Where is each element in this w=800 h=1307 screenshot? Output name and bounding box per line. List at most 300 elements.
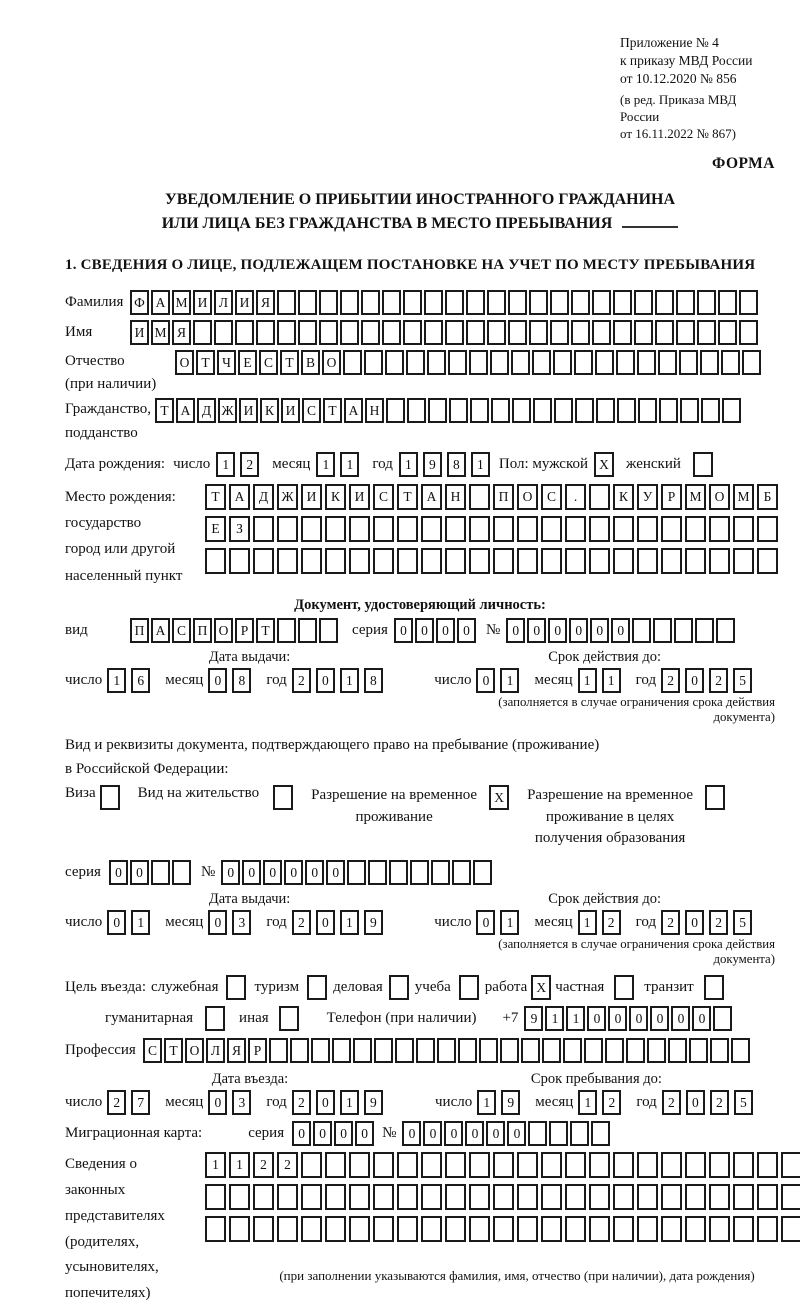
char-cell[interactable] <box>277 516 298 542</box>
char-cell[interactable]: Т <box>205 484 226 510</box>
char-cell[interactable] <box>616 350 635 375</box>
char-cell[interactable] <box>277 548 298 574</box>
char-cell[interactable] <box>437 1038 456 1063</box>
char-cell[interactable]: 2 <box>292 668 311 693</box>
sex-female-checkbox[interactable] <box>693 452 713 477</box>
char-cell[interactable]: 0 <box>284 860 303 885</box>
char-cell[interactable] <box>533 398 552 423</box>
char-cell[interactable] <box>277 618 296 643</box>
char-cell[interactable] <box>449 398 468 423</box>
char-cell[interactable] <box>389 975 409 1000</box>
char-cell[interactable]: К <box>260 398 279 423</box>
char-cell[interactable]: 0 <box>326 860 345 885</box>
char-cell[interactable] <box>466 320 485 345</box>
char-cell[interactable]: М <box>172 290 191 315</box>
char-cell[interactable] <box>100 785 120 810</box>
char-cell[interactable] <box>733 516 754 542</box>
char-cell[interactable]: 0 <box>316 1090 335 1115</box>
char-cell[interactable] <box>205 1006 225 1031</box>
char-cell[interactable]: С <box>302 398 321 423</box>
char-cell[interactable] <box>541 1152 562 1178</box>
char-cell[interactable]: Р <box>235 618 254 643</box>
char-cell[interactable] <box>637 1152 658 1178</box>
char-cell[interactable] <box>591 1121 610 1146</box>
char-cell[interactable] <box>493 1216 514 1242</box>
char-cell[interactable] <box>349 1152 370 1178</box>
doc-series-input[interactable] <box>394 618 478 643</box>
char-cell[interactable] <box>445 516 466 542</box>
char-cell[interactable]: А <box>151 290 170 315</box>
char-cell[interactable]: 0 <box>671 1006 690 1031</box>
char-cell[interactable] <box>661 548 682 574</box>
char-cell[interactable]: 1 <box>500 910 519 935</box>
char-cell[interactable] <box>235 320 254 345</box>
permit-issue-day-input[interactable] <box>107 910 155 935</box>
mc-series-input[interactable] <box>292 1121 376 1146</box>
char-cell[interactable]: Е <box>205 516 226 542</box>
char-cell[interactable]: 1 <box>471 452 490 477</box>
char-cell[interactable] <box>395 1038 414 1063</box>
char-cell[interactable] <box>511 350 530 375</box>
char-cell[interactable]: Т <box>256 618 275 643</box>
char-cell[interactable]: Т <box>155 398 174 423</box>
char-cell[interactable] <box>614 975 634 1000</box>
char-cell[interactable]: 2 <box>292 910 311 935</box>
purpose-humanitarian-checkbox[interactable] <box>205 1006 225 1031</box>
char-cell[interactable] <box>613 1184 634 1210</box>
char-cell[interactable] <box>226 975 246 1000</box>
char-cell[interactable]: 0 <box>590 618 609 643</box>
char-cell[interactable] <box>532 350 551 375</box>
char-cell[interactable] <box>458 1038 477 1063</box>
char-cell[interactable] <box>301 1184 322 1210</box>
char-cell[interactable] <box>517 516 538 542</box>
entry-month-input[interactable] <box>208 1090 256 1115</box>
char-cell[interactable] <box>445 1152 466 1178</box>
birth-year-input[interactable] <box>399 452 495 477</box>
char-cell[interactable] <box>373 548 394 574</box>
char-cell[interactable]: 1 <box>340 910 359 935</box>
char-cell[interactable]: 2 <box>253 1152 274 1178</box>
char-cell[interactable]: 0 <box>465 1121 484 1146</box>
char-cell[interactable] <box>403 290 422 315</box>
char-cell[interactable]: X <box>531 975 551 1000</box>
char-cell[interactable]: 0 <box>486 1121 505 1146</box>
char-cell[interactable] <box>421 548 442 574</box>
char-cell[interactable] <box>491 398 510 423</box>
char-cell[interactable] <box>340 320 359 345</box>
char-cell[interactable]: Н <box>445 484 466 510</box>
id-issue-day-input[interactable] <box>107 668 155 693</box>
char-cell[interactable]: Ж <box>218 398 237 423</box>
char-cell[interactable] <box>421 1184 442 1210</box>
char-cell[interactable] <box>269 1038 288 1063</box>
char-cell[interactable] <box>733 1184 754 1210</box>
char-cell[interactable]: С <box>373 484 394 510</box>
purpose-other-checkbox[interactable] <box>279 1006 299 1031</box>
char-cell[interactable] <box>428 398 447 423</box>
char-cell[interactable]: В <box>301 350 320 375</box>
name-input[interactable] <box>130 320 760 345</box>
char-cell[interactable] <box>361 290 380 315</box>
char-cell[interactable] <box>298 320 317 345</box>
char-cell[interactable] <box>637 516 658 542</box>
char-cell[interactable] <box>716 618 735 643</box>
stay-day-input[interactable] <box>477 1090 525 1115</box>
char-cell[interactable] <box>452 860 471 885</box>
char-cell[interactable]: 0 <box>692 1006 711 1031</box>
char-cell[interactable]: 1 <box>399 452 418 477</box>
char-cell[interactable] <box>459 975 479 1000</box>
char-cell[interactable]: С <box>259 350 278 375</box>
char-cell[interactable] <box>565 548 586 574</box>
char-cell[interactable] <box>647 1038 666 1063</box>
char-cell[interactable] <box>253 548 274 574</box>
residence-permit-checkbox[interactable] <box>273 785 293 810</box>
char-cell[interactable]: 7 <box>131 1090 150 1115</box>
char-cell[interactable]: М <box>685 484 706 510</box>
char-cell[interactable] <box>325 1216 346 1242</box>
char-cell[interactable] <box>319 290 338 315</box>
char-cell[interactable]: О <box>517 484 538 510</box>
char-cell[interactable] <box>575 398 594 423</box>
char-cell[interactable] <box>406 350 425 375</box>
char-cell[interactable]: 0 <box>587 1006 606 1031</box>
char-cell[interactable] <box>490 350 509 375</box>
mc-number-input[interactable] <box>402 1121 612 1146</box>
char-cell[interactable]: К <box>613 484 634 510</box>
char-cell[interactable] <box>407 398 426 423</box>
char-cell[interactable]: И <box>239 398 258 423</box>
char-cell[interactable] <box>679 350 698 375</box>
char-cell[interactable] <box>685 1184 706 1210</box>
char-cell[interactable] <box>613 1216 634 1242</box>
char-cell[interactable]: 0 <box>685 910 704 935</box>
char-cell[interactable] <box>421 516 442 542</box>
char-cell[interactable] <box>368 860 387 885</box>
char-cell[interactable] <box>565 516 586 542</box>
char-cell[interactable] <box>550 320 569 345</box>
char-cell[interactable] <box>214 320 233 345</box>
char-cell[interactable]: 1 <box>566 1006 585 1031</box>
birth-month-input[interactable] <box>316 452 364 477</box>
char-cell[interactable] <box>279 1006 299 1031</box>
char-cell[interactable] <box>709 548 730 574</box>
char-cell[interactable] <box>493 548 514 574</box>
char-cell[interactable] <box>700 350 719 375</box>
char-cell[interactable]: 0 <box>334 1121 353 1146</box>
char-cell[interactable]: 8 <box>364 668 383 693</box>
char-cell[interactable]: З <box>229 516 250 542</box>
char-cell[interactable] <box>373 516 394 542</box>
char-cell[interactable] <box>589 1184 610 1210</box>
permit-series-input[interactable] <box>109 860 193 885</box>
visa-checkbox[interactable] <box>100 785 120 810</box>
char-cell[interactable]: А <box>229 484 250 510</box>
doc-number-input[interactable] <box>506 618 737 643</box>
char-cell[interactable] <box>493 1152 514 1178</box>
char-cell[interactable] <box>655 290 674 315</box>
char-cell[interactable] <box>277 320 296 345</box>
char-cell[interactable] <box>697 290 716 315</box>
char-cell[interactable] <box>613 290 632 315</box>
char-cell[interactable]: 0 <box>436 618 455 643</box>
char-cell[interactable] <box>389 860 408 885</box>
char-cell[interactable] <box>613 1152 634 1178</box>
char-cell[interactable]: 8 <box>232 668 251 693</box>
char-cell[interactable] <box>701 398 720 423</box>
char-cell[interactable] <box>705 785 725 810</box>
char-cell[interactable] <box>427 350 446 375</box>
char-cell[interactable]: 1 <box>500 668 519 693</box>
char-cell[interactable] <box>493 516 514 542</box>
char-cell[interactable] <box>277 290 296 315</box>
char-cell[interactable] <box>205 1184 226 1210</box>
char-cell[interactable] <box>613 516 634 542</box>
char-cell[interactable]: 2 <box>240 452 259 477</box>
char-cell[interactable] <box>571 290 590 315</box>
char-cell[interactable] <box>290 1038 309 1063</box>
char-cell[interactable] <box>319 320 338 345</box>
char-cell[interactable] <box>445 320 464 345</box>
char-cell[interactable]: 3 <box>232 910 251 935</box>
char-cell[interactable]: Д <box>197 398 216 423</box>
char-cell[interactable]: 9 <box>423 452 442 477</box>
char-cell[interactable]: Е <box>238 350 257 375</box>
char-cell[interactable] <box>479 1038 498 1063</box>
char-cell[interactable] <box>229 1216 250 1242</box>
char-cell[interactable] <box>382 290 401 315</box>
char-cell[interactable] <box>661 516 682 542</box>
char-cell[interactable]: 1 <box>578 910 597 935</box>
char-cell[interactable]: 0 <box>507 1121 526 1146</box>
char-cell[interactable] <box>431 860 450 885</box>
char-cell[interactable]: 0 <box>415 618 434 643</box>
char-cell[interactable]: О <box>175 350 194 375</box>
char-cell[interactable]: 1 <box>602 668 621 693</box>
temp-residence-edu-checkbox[interactable] <box>705 785 725 810</box>
char-cell[interactable]: 2 <box>277 1152 298 1178</box>
char-cell[interactable] <box>731 1038 750 1063</box>
char-cell[interactable] <box>397 1184 418 1210</box>
char-cell[interactable] <box>517 1216 538 1242</box>
char-cell[interactable]: Т <box>164 1038 183 1063</box>
char-cell[interactable]: 1 <box>340 1090 359 1115</box>
citizenship-input[interactable] <box>155 398 743 423</box>
char-cell[interactable]: 5 <box>733 668 752 693</box>
char-cell[interactable] <box>193 320 212 345</box>
char-cell[interactable]: 2 <box>661 668 680 693</box>
profession-input[interactable] <box>143 1038 752 1063</box>
char-cell[interactable]: П <box>193 618 212 643</box>
char-cell[interactable] <box>680 398 699 423</box>
char-cell[interactable]: Я <box>172 320 191 345</box>
purpose-tourism-checkbox[interactable] <box>307 975 327 1000</box>
char-cell[interactable]: 0 <box>650 1006 669 1031</box>
char-cell[interactable] <box>273 785 293 810</box>
char-cell[interactable] <box>781 1216 800 1242</box>
char-cell[interactable]: Я <box>256 290 275 315</box>
char-cell[interactable] <box>382 320 401 345</box>
char-cell[interactable]: 0 <box>569 618 588 643</box>
char-cell[interactable]: 1 <box>229 1152 250 1178</box>
legal-reps-line2-input[interactable] <box>205 1184 800 1210</box>
char-cell[interactable]: Р <box>661 484 682 510</box>
char-cell[interactable] <box>739 320 758 345</box>
char-cell[interactable]: Т <box>323 398 342 423</box>
char-cell[interactable] <box>549 1121 568 1146</box>
char-cell[interactable] <box>421 1216 442 1242</box>
char-cell[interactable] <box>349 548 370 574</box>
char-cell[interactable]: Ч <box>217 350 236 375</box>
char-cell[interactable]: 0 <box>292 1121 311 1146</box>
char-cell[interactable] <box>332 1038 351 1063</box>
char-cell[interactable]: М <box>151 320 170 345</box>
legal-reps-line3-input[interactable] <box>205 1216 800 1242</box>
char-cell[interactable]: 2 <box>602 1090 621 1115</box>
char-cell[interactable]: 1 <box>205 1152 226 1178</box>
char-cell[interactable] <box>565 1216 586 1242</box>
char-cell[interactable] <box>563 1038 582 1063</box>
char-cell[interactable] <box>742 350 761 375</box>
permit-number-input[interactable] <box>221 860 494 885</box>
char-cell[interactable]: 0 <box>242 860 261 885</box>
char-cell[interactable] <box>373 1152 394 1178</box>
char-cell[interactable] <box>374 1038 393 1063</box>
char-cell[interactable] <box>709 1184 730 1210</box>
char-cell[interactable] <box>757 1216 778 1242</box>
char-cell[interactable] <box>151 860 170 885</box>
char-cell[interactable] <box>685 516 706 542</box>
char-cell[interactable] <box>301 548 322 574</box>
char-cell[interactable]: О <box>185 1038 204 1063</box>
phone-input[interactable] <box>524 1006 734 1031</box>
birthplace-line2-input[interactable] <box>205 516 781 542</box>
char-cell[interactable]: 1 <box>578 1090 597 1115</box>
char-cell[interactable] <box>685 548 706 574</box>
permit-issue-month-input[interactable] <box>208 910 256 935</box>
char-cell[interactable] <box>469 516 490 542</box>
char-cell[interactable] <box>553 350 572 375</box>
char-cell[interactable]: У <box>637 484 658 510</box>
char-cell[interactable] <box>301 516 322 542</box>
char-cell[interactable] <box>205 1216 226 1242</box>
char-cell[interactable] <box>574 350 593 375</box>
char-cell[interactable] <box>739 290 758 315</box>
char-cell[interactable]: Ж <box>277 484 298 510</box>
char-cell[interactable] <box>570 1121 589 1146</box>
char-cell[interactable] <box>373 1216 394 1242</box>
char-cell[interactable]: 0 <box>109 860 128 885</box>
char-cell[interactable]: 0 <box>527 618 546 643</box>
char-cell[interactable]: 0 <box>457 618 476 643</box>
char-cell[interactable] <box>550 290 569 315</box>
char-cell[interactable] <box>661 1216 682 1242</box>
char-cell[interactable] <box>653 618 672 643</box>
char-cell[interactable]: 2 <box>602 910 621 935</box>
char-cell[interactable] <box>595 350 614 375</box>
char-cell[interactable]: И <box>349 484 370 510</box>
char-cell[interactable] <box>613 320 632 345</box>
char-cell[interactable] <box>541 548 562 574</box>
char-cell[interactable]: К <box>325 484 346 510</box>
char-cell[interactable]: 0 <box>629 1006 648 1031</box>
char-cell[interactable]: 2 <box>661 910 680 935</box>
char-cell[interactable] <box>713 1006 732 1031</box>
char-cell[interactable] <box>397 548 418 574</box>
char-cell[interactable]: Д <box>253 484 274 510</box>
char-cell[interactable] <box>637 350 656 375</box>
char-cell[interactable] <box>655 320 674 345</box>
char-cell[interactable]: 5 <box>734 1090 753 1115</box>
char-cell[interactable]: Т <box>397 484 418 510</box>
char-cell[interactable] <box>493 1184 514 1210</box>
char-cell[interactable] <box>500 1038 519 1063</box>
entry-year-input[interactable] <box>292 1090 388 1115</box>
char-cell[interactable] <box>256 320 275 345</box>
char-cell[interactable] <box>253 1184 274 1210</box>
surname-input[interactable] <box>130 290 760 315</box>
char-cell[interactable]: 0 <box>548 618 567 643</box>
char-cell[interactable] <box>571 320 590 345</box>
char-cell[interactable] <box>229 1184 250 1210</box>
char-cell[interactable] <box>277 1216 298 1242</box>
char-cell[interactable]: 0 <box>444 1121 463 1146</box>
char-cell[interactable] <box>448 350 467 375</box>
char-cell[interactable]: 1 <box>216 452 235 477</box>
char-cell[interactable] <box>253 516 274 542</box>
char-cell[interactable] <box>466 290 485 315</box>
char-cell[interactable] <box>325 548 346 574</box>
char-cell[interactable]: М <box>733 484 754 510</box>
char-cell[interactable]: 0 <box>506 618 525 643</box>
purpose-transit-checkbox[interactable] <box>704 975 724 1000</box>
char-cell[interactable] <box>325 516 346 542</box>
char-cell[interactable]: 0 <box>611 618 630 643</box>
char-cell[interactable] <box>445 1184 466 1210</box>
char-cell[interactable]: X <box>594 452 614 477</box>
char-cell[interactable] <box>757 1152 778 1178</box>
char-cell[interactable]: 0 <box>208 910 227 935</box>
patronymic-input[interactable] <box>175 350 763 375</box>
char-cell[interactable] <box>529 320 548 345</box>
char-cell[interactable]: 1 <box>131 910 150 935</box>
char-cell[interactable] <box>349 1184 370 1210</box>
char-cell[interactable] <box>301 1152 322 1178</box>
char-cell[interactable] <box>689 1038 708 1063</box>
char-cell[interactable] <box>253 1216 274 1242</box>
char-cell[interactable]: 2 <box>710 1090 729 1115</box>
stay-month-input[interactable] <box>578 1090 626 1115</box>
char-cell[interactable] <box>311 1038 330 1063</box>
permit-issue-year-input[interactable] <box>292 910 388 935</box>
char-cell[interactable]: 0 <box>685 668 704 693</box>
char-cell[interactable]: . <box>565 484 586 510</box>
char-cell[interactable] <box>781 1184 800 1210</box>
char-cell[interactable] <box>661 1152 682 1178</box>
char-cell[interactable]: 2 <box>709 910 728 935</box>
char-cell[interactable]: 1 <box>316 452 335 477</box>
char-cell[interactable] <box>685 1216 706 1242</box>
char-cell[interactable] <box>508 320 527 345</box>
char-cell[interactable]: 0 <box>208 1090 227 1115</box>
char-cell[interactable] <box>364 350 383 375</box>
char-cell[interactable] <box>397 1216 418 1242</box>
char-cell[interactable] <box>325 1152 346 1178</box>
char-cell[interactable] <box>584 1038 603 1063</box>
char-cell[interactable] <box>637 1184 658 1210</box>
char-cell[interactable] <box>517 1152 538 1178</box>
